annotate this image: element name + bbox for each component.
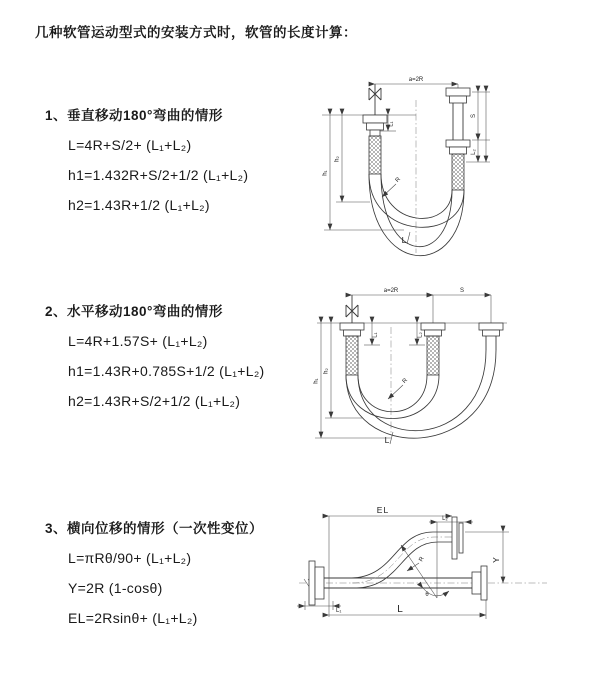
hose-assembly-left (363, 115, 387, 174)
formula-line: Y=2R (1-cosθ) (68, 580, 163, 596)
dim-label-h1: h₁ (322, 170, 329, 176)
formula-line: EL=2Rsinθ+ (L₁+L₂) (68, 610, 198, 626)
length-label (402, 232, 410, 245)
dim-label-a2r: a=2R (383, 288, 399, 294)
section-lateral-displacement (45, 517, 263, 633)
dim-label-l1: L₁ (372, 332, 379, 338)
formula-line: L=πRθ/90+ (L₁+L₂) (68, 550, 192, 566)
hose-assembly-right (479, 323, 503, 350)
flange-left (309, 561, 324, 605)
hose-assembly-left (340, 323, 364, 375)
diagram-vertical-180-bend (300, 70, 600, 265)
dim-label-el: EL (376, 505, 390, 515)
dim-label-l2: L₂ (417, 332, 424, 338)
dim-label-l: L (401, 235, 407, 245)
section-3-heading: 3、横向位移的情形（一次性变位） (45, 521, 264, 536)
radius-label: R (418, 556, 426, 563)
section-2-heading: 2、水平移动180°弯曲的情形 (45, 304, 223, 319)
section-1-heading: 1、垂直移动180°弯曲的情形 (45, 108, 223, 123)
dim-label-l1: L₁ (336, 608, 342, 614)
hose-assembly-middle (421, 323, 445, 375)
hose-assembly-right (446, 88, 470, 190)
formula-line: h1=1.432R+S/2+1/2 (L₁+L₂) (68, 167, 249, 183)
dim-label-h2: h₂ (334, 156, 341, 162)
diagram-lateral-displacement (295, 503, 600, 655)
top-dimension-a2r (375, 77, 458, 88)
radius-leader (388, 377, 409, 399)
dim-label-h1: h₁ (313, 378, 320, 384)
flange-upper-right (452, 517, 463, 559)
dimension-s-l2-right (466, 92, 490, 162)
radius-label: R (394, 176, 402, 184)
formula-line: h2=1.43R+1/2 (L₁+L₂) (68, 197, 210, 213)
flange-right-lower (472, 566, 487, 600)
dim-label-l2: L₂ (442, 516, 448, 522)
diagram-horizontal-180-bend (303, 283, 600, 461)
dim-label-y: Y (491, 557, 501, 563)
radius-leader (382, 176, 402, 197)
formula-line: h2=1.43R+S/2+1/2 (L₁+L₂) (68, 393, 241, 409)
dim-label-s: S (471, 113, 477, 119)
formula-line: L=4R+1.57S+ (L₁+L₂) (68, 333, 208, 349)
formula-line: h1=1.43R+0.785S+1/2 (L₁+L₂) (68, 363, 265, 379)
dim-label-l: L (384, 435, 390, 445)
dimension-h1 (323, 115, 405, 230)
dimension-l (329, 600, 486, 619)
hose-u-curves (369, 174, 464, 256)
hose-s-curve (350, 532, 452, 588)
valve-icon (346, 295, 358, 323)
centerline (299, 579, 547, 588)
top-dimensions (352, 288, 491, 323)
dim-label-s: S (459, 288, 465, 294)
dim-label-l: L (397, 604, 403, 615)
dimension-l1 (364, 323, 380, 345)
page-title: 几种软管运动型式的安装方式时，软管的长度计算： (35, 25, 357, 40)
section-vertical-180 (45, 104, 248, 220)
section-horizontal-180 (45, 300, 265, 416)
dimension-h2 (335, 115, 371, 202)
dim-label-a2r: a=2R (408, 77, 424, 83)
dimension-l2 (429, 516, 473, 522)
dim-label-h2: h₂ (323, 368, 330, 374)
radius-label: R (401, 377, 409, 385)
dimension-l1 (297, 601, 341, 614)
dim-label-l1: L₁ (388, 121, 395, 127)
dim-label-l2: L₂ (471, 149, 477, 155)
hose-u-curves (346, 350, 496, 438)
angle-theta-label: θ (425, 592, 429, 598)
formula-line: L=4R+S/2+ (L₁+L₂) (68, 137, 192, 153)
valve-icon (369, 84, 381, 115)
